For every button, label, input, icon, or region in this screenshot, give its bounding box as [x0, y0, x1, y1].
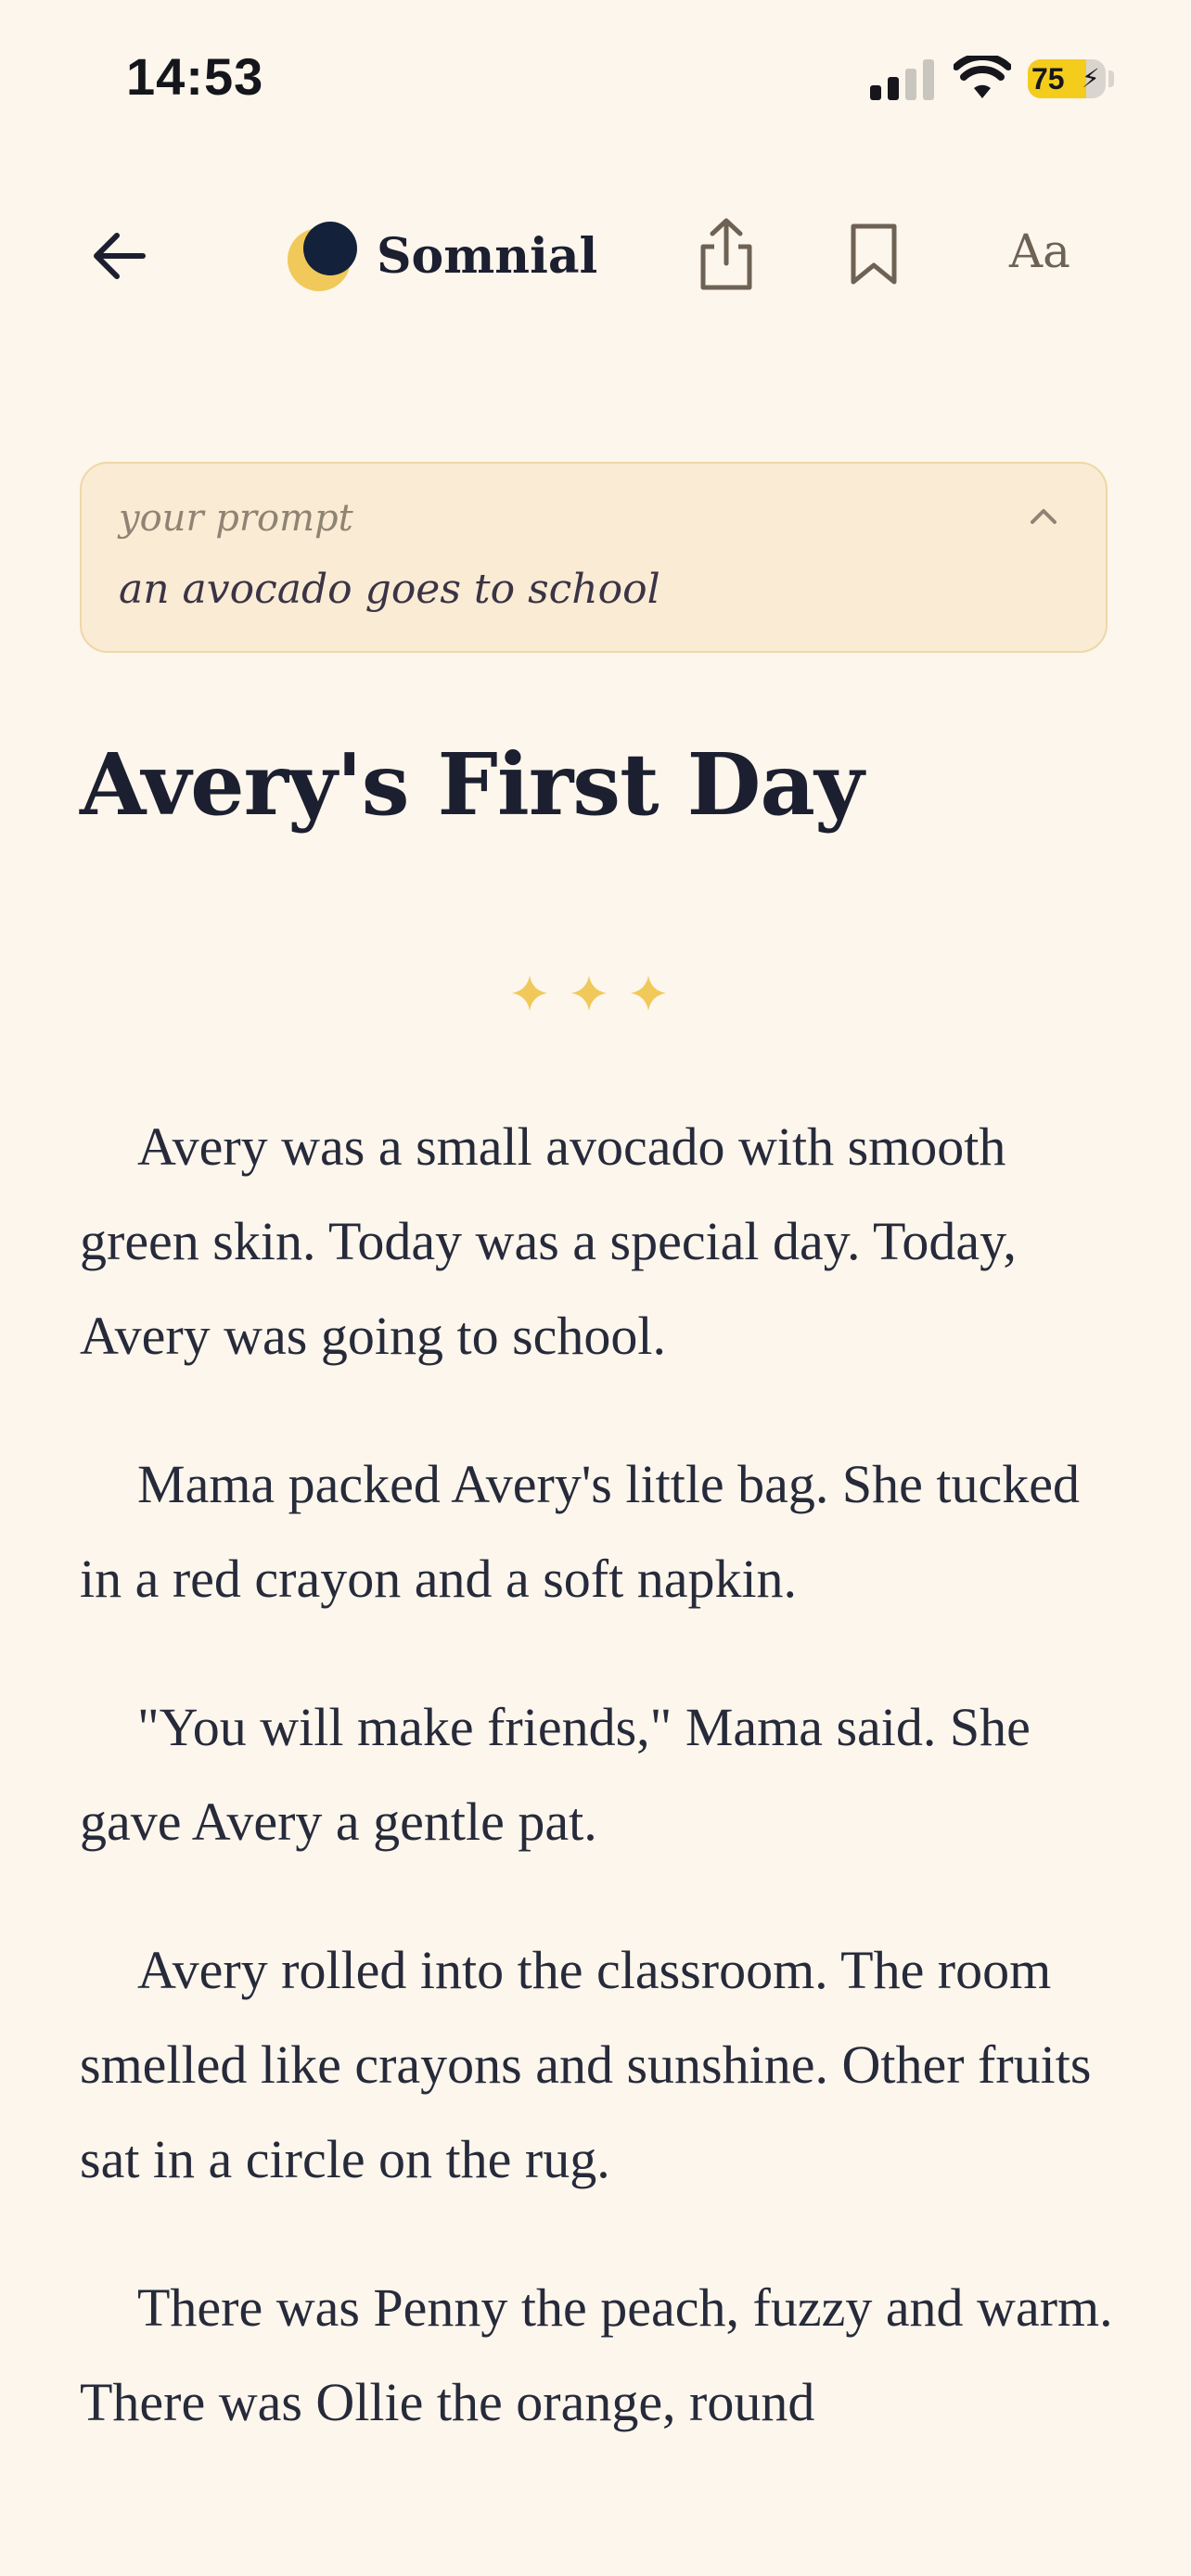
- back-arrow-icon: [85, 224, 160, 287]
- prompt-label: your prompt: [119, 497, 353, 540]
- story-paragraph: There was Penny the peach, fuzzy and warm. There was Ollie the orange, round: [80, 2277, 1113, 2432]
- share-button[interactable]: [694, 215, 759, 293]
- story-title: Avery's First Day: [80, 734, 864, 835]
- battery-level: 75: [1031, 62, 1065, 96]
- status-time: 14:53: [126, 47, 264, 106]
- moon-logo-icon: [286, 215, 365, 295]
- story-paragraph: Avery rolled into the classroom. The room smelled like crayons and sunshine. Other fruits sat in a circle on the rug.: [80, 1940, 1092, 2189]
- sparkle-icon: [571, 976, 607, 1011]
- story-body: [80, 1100, 1119, 2504]
- signal-icon: [870, 59, 935, 100]
- font-size-button[interactable]: Aa: [1009, 224, 1070, 278]
- nav-bar: [0, 185, 1191, 325]
- prompt-card[interactable]: [80, 462, 1108, 653]
- brand-name: Somnial: [377, 228, 598, 285]
- prompt-text: an avocado goes to school: [119, 566, 660, 613]
- bookmark-button[interactable]: [846, 221, 902, 287]
- back-button[interactable]: [85, 224, 160, 287]
- chevron-up-icon[interactable]: [1028, 504, 1059, 527]
- sparkle-icon: [631, 976, 666, 1011]
- star-divider: [512, 976, 666, 1011]
- story-paragraph: Avery was a small avocado with smooth green skin. Today was a special day. Today, Avery was going to school.: [80, 1116, 1017, 1366]
- status-bar: [0, 0, 1191, 158]
- charging-bolt-icon: ⚡: [1082, 63, 1100, 94]
- share-icon: [694, 215, 759, 293]
- bookmark-icon: [846, 221, 902, 287]
- story-paragraph: Mama packed Avery's little bag. She tucked in a red crayon and a soft napkin.: [80, 1454, 1081, 1609]
- story-paragraph: "You will make friends," Mama said. She gave Avery a gentle pat.: [80, 1697, 1031, 1852]
- battery-icon: [1028, 59, 1106, 98]
- sparkle-icon: [512, 976, 547, 1011]
- battery-nub: [1108, 70, 1114, 87]
- wifi-icon: [954, 56, 1011, 98]
